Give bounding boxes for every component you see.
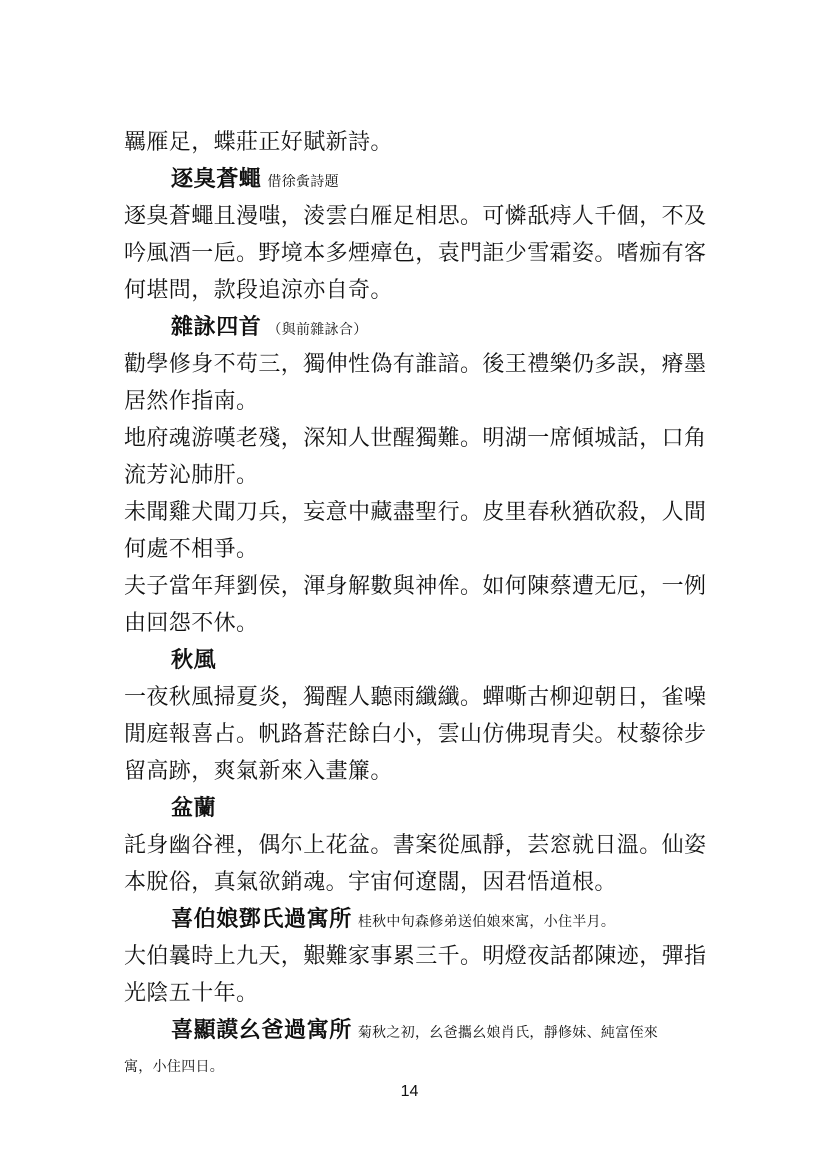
poem-text-line: 大伯曩時上九天，艱難家事累三千。明燈夜話都陳迹，彈指 xyxy=(124,944,707,969)
poem-title-line xyxy=(124,161,724,198)
poem-text-line: 吟風酒一巵。野境本多煙瘴色，袁門詎少雪霜姿。嗜痂有客 xyxy=(124,241,707,266)
poem-text-line: 本脫俗，真氣欲銷魂。宇宙何遼闊，因君悟道根。 xyxy=(124,870,617,895)
poem-title-line xyxy=(124,901,724,938)
poem-title-line xyxy=(124,642,724,679)
poem-title: 喜伯娘鄧氏過寓所 xyxy=(171,906,352,932)
poem-title: 秋風 xyxy=(171,647,217,673)
poem-text-line: 勸學修身不苟三，獨伸性偽有誰諳。後王禮樂仍多誤，瘠墨 xyxy=(124,352,707,377)
page-number: 14 xyxy=(400,1083,419,1100)
poem-title-note: 桂秋中旬森修弟送伯娘來寓，小住半月。 xyxy=(357,914,616,930)
poem-text-line: 逐臭蒼蠅且漫嗤，淩雲白雁足相思。可憐舐痔人千個，不及 xyxy=(124,204,707,229)
poem-text-line: 何堪問，款段追涼亦自奇。 xyxy=(124,278,393,303)
poem-title: 雜詠四首 xyxy=(171,314,262,340)
poem-text-line: 留高跡，爽氣新來入畫簾。 xyxy=(124,759,393,784)
poem-title: 喜顯謨幺爸過寓所 xyxy=(171,1017,352,1043)
poem-text-line: 閒庭報喜占。帆路蒼茫餘白小，雲山仿佛現青尖。杖藜徐步 xyxy=(124,722,707,747)
poem-text-line: 夫子當年拜劉侯，渾身解數與神侔。如何陳蔡遭无厄，一例 xyxy=(124,574,707,599)
poem-text-line: 託身幽谷裡，偶尓上花盆。書案從風靜，芸窓就日溫。仙姿 xyxy=(124,833,707,858)
poem-title-line xyxy=(124,309,724,346)
poem-text-line: 一夜秋風掃夏炎，獨醒人聽雨纖纖。蟬嘶古柳迎朝日，雀噪 xyxy=(124,685,707,710)
poem-title-note: （與前雜詠合） xyxy=(267,322,368,338)
poem-text-line: 地府魂游嘆老殘，深知人世醒獨難。明湖一席傾城話，口角 xyxy=(124,426,707,451)
poem-note-continuation: 寓，小住四日。 xyxy=(124,1059,225,1075)
poem-title-line xyxy=(124,790,724,827)
poem-text-line: 未聞雞犬聞刀兵，妄意中藏盡聖行。皮里春秋猶砍殺，人間 xyxy=(124,500,707,525)
poem-text-line: 何處不相爭。 xyxy=(124,537,259,562)
poem-text-line: 羈雁足，蝶莊正好賦新詩。 xyxy=(124,130,393,155)
poem-text-line: 居然作指南。 xyxy=(124,389,259,414)
poem-title-line xyxy=(124,1012,724,1049)
poem-title-note: 借徐夤詩題 xyxy=(267,174,339,190)
document-body xyxy=(124,124,724,1086)
poem-text-line: 流芳沁肺肝。 xyxy=(124,463,259,488)
poem-title: 逐臭蒼蠅 xyxy=(171,166,262,192)
poem-title-note: 菊秋之初，幺爸攜幺娘肖氏，靜修妹、純富侄來 xyxy=(357,1025,659,1041)
poem-text-line: 光陰五十年。 xyxy=(124,981,259,1006)
poem-title: 盆蘭 xyxy=(171,795,217,821)
poem-text-line: 由回怨不休。 xyxy=(124,611,259,636)
